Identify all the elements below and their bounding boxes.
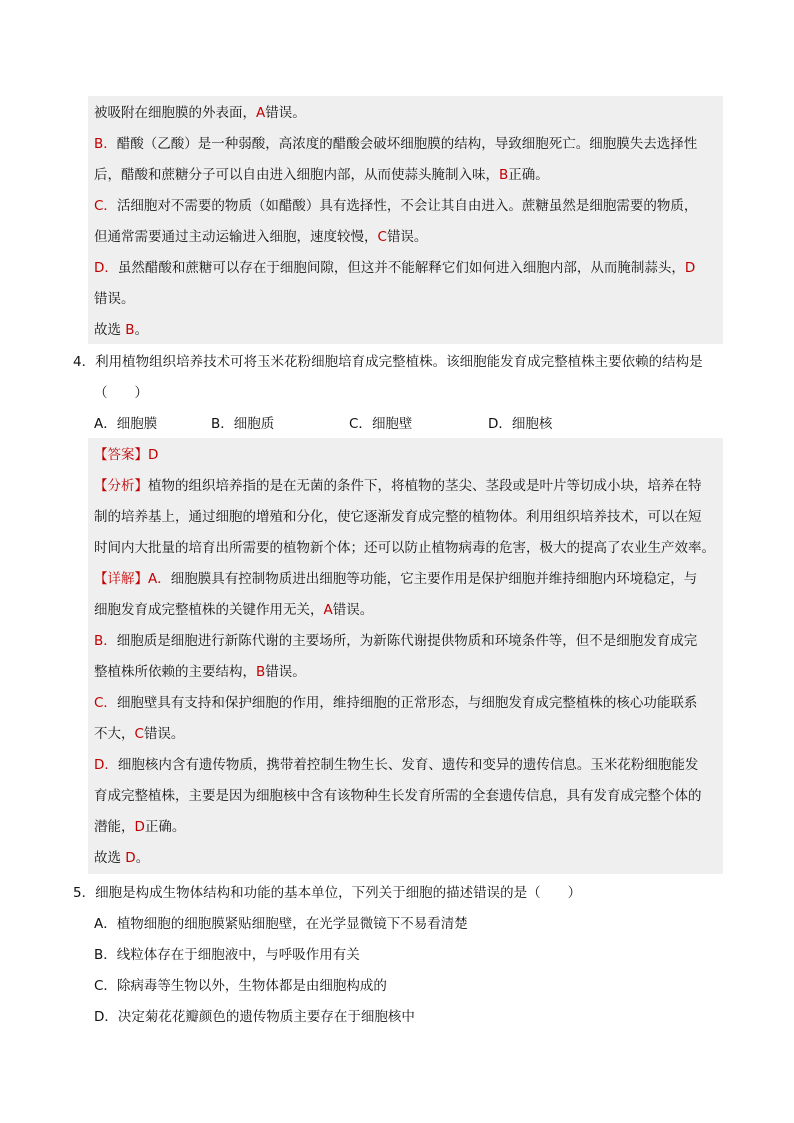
detail-line: D．细胞核内含有遗传物质，携带着控制生物生长、发育、遗传和变异的遗传信息。玉米花粉细胞能发 — [94, 757, 699, 773]
detail-line: 不大，C错误。 — [94, 726, 185, 742]
question-4-stem: 4．利用植物组织培养技术可将玉米花粉细胞培育成完整植株。该细胞能发育成完整植株主要依赖的结构是 — [73, 354, 703, 370]
detail-line: 整植株所依赖的主要结构，B错误。 — [94, 664, 306, 680]
question-4-option-a: A．细胞膜 — [94, 416, 158, 432]
explanation-line: B．醋酸（乙酸）是一种弱酸，高浓度的醋酸会破坏细胞膜的结构，导致细胞死亡。细胞膜失去选择性 — [94, 136, 698, 152]
explanation-line: 但通常需要通过主动运输进入细胞，速度较慢，C错误。 — [94, 229, 428, 245]
explanation-line: 错误。 — [94, 291, 135, 307]
question-5-option-a: A．植物细胞的细胞膜紧贴细胞壁，在光学显微镜下不易看清楚 — [94, 916, 468, 932]
question-5-option-c: C．除病毒等生物以外，生物体都是由细胞构成的 — [94, 978, 387, 994]
question-5-option-b: B．线粒体存在于细胞液中，与呼吸作用有关 — [94, 947, 360, 963]
explanation-box-q4 — [88, 438, 723, 874]
explanation-line: D．虽然醋酸和蔗糖可以存在于细胞间隙，但这并不能解释它们如何进入细胞内部，从而腌制蒜头，D — [94, 260, 696, 276]
question-4-option-c: C．细胞壁 — [349, 416, 413, 432]
explanation-line: 被吸附在细胞膜的外表面，A错误。 — [94, 105, 306, 121]
question-4-paren: （ ） — [94, 385, 148, 401]
detail-line: C．细胞壁具有支持和保护细胞的作用，维持细胞的正常形态，与细胞发育成完整植株的核心功能联系 — [94, 695, 698, 711]
detail-line: 细胞发育成完整植株的关键作用无关，A错误。 — [94, 602, 374, 618]
detail-line: 潜能，D正确。 — [94, 819, 186, 835]
analysis-line: 时间内大批量的培育出所需要的植物新个体；还可以防止植物病毒的危害，极大的提高了农业生产效率。 — [94, 540, 715, 556]
question-4-option-d: D．细胞核 — [488, 416, 553, 432]
question-5-stem: 5．细胞是构成生物体结构和功能的基本单位，下列关于细胞的描述错误的是（ ） — [73, 885, 582, 901]
explanation-line: 故选 B。 — [94, 322, 149, 338]
detail-line: B．细胞质是细胞进行新陈代谢的主要场所，为新陈代谢提供物质和环境条件等，但不是细胞发育成完 — [94, 633, 698, 649]
question-4-option-b: B．细胞质 — [211, 416, 275, 432]
analysis-line: 制的培养基上，通过细胞的增殖和分化，使它逐渐发育成完整的植物体。利用组织培养技术，可以在短 — [94, 509, 702, 525]
detail-line: 故选 D。 — [94, 850, 150, 866]
detail-line: 育成完整植株，主要是因为细胞核中含有该物种生长发育所需的全套遗传信息，具有发育成完整个体的 — [94, 788, 702, 804]
question-5-option-d: D．决定菊花花瓣颜色的遗传物质主要存在于细胞核中 — [94, 1009, 415, 1025]
explanation-line: C．活细胞对不需要的物质（如醋酸）具有选择性，不会让其自由进入。蔗糖虽然是细胞需要的物质， — [94, 198, 698, 214]
analysis-line: 【分析】植物的组织培养指的是在无菌的条件下，将植物的茎尖、茎段或是叶片等切成小块，培养在特 — [94, 478, 702, 494]
detail-line: 【详解】A．细胞膜具有控制物质进出细胞等功能，它主要作用是保护细胞并维持细胞内环境稳定，与 — [94, 571, 698, 587]
answer-line: 【答案】D — [94, 447, 159, 463]
explanation-line: 后，醋酸和蔗糖分子可以自由进入细胞内部，从而使蒜头腌制入味，B正确。 — [94, 167, 549, 183]
